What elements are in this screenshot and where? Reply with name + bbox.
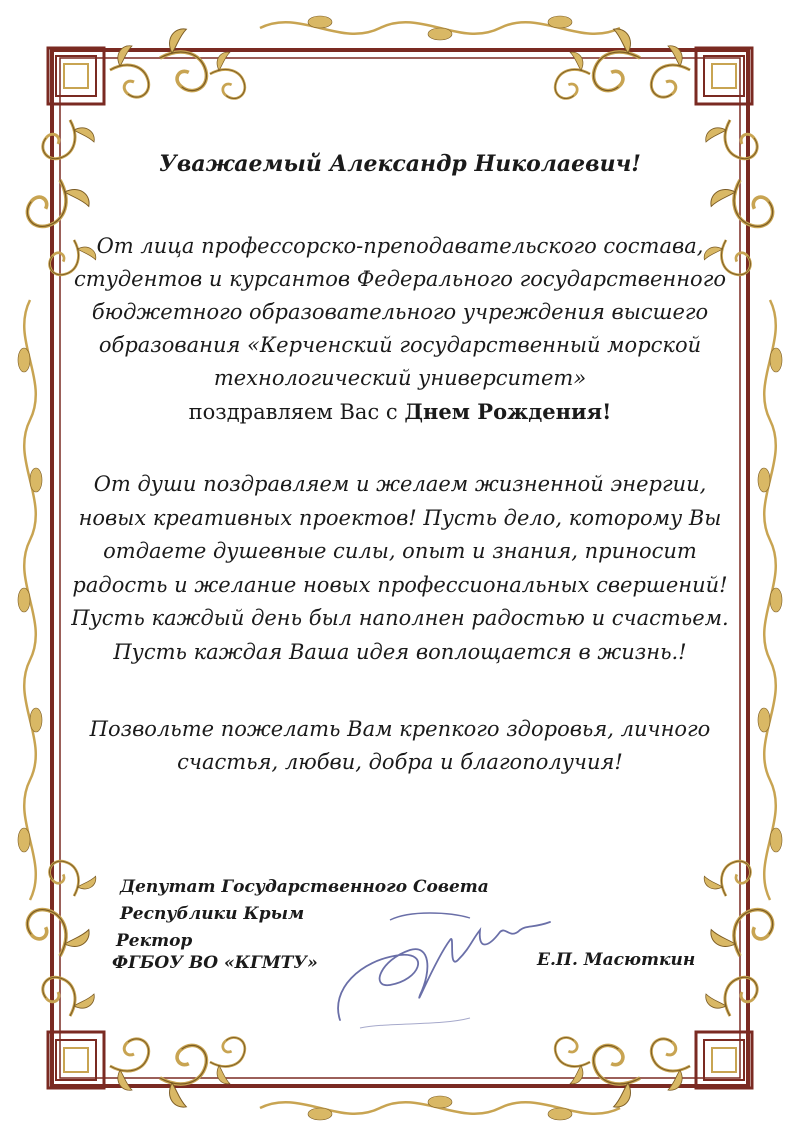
salutation: Уважаемый Александр Николаевич! bbox=[159, 151, 641, 177]
paragraph-line: отдаете душевные силы, опыт и знания, приносит bbox=[103, 539, 697, 563]
congrats-prefix: поздравляем Вас с bbox=[188, 400, 405, 424]
paragraph-line: От лица профессорско-преподавательского состава, bbox=[96, 234, 704, 258]
signer-name: Е.П. Масюткин bbox=[537, 950, 696, 970]
signer-title-line: Республики Крым bbox=[120, 904, 305, 924]
paragraph-line: счастья, любви, добра и благополучия! bbox=[177, 750, 623, 774]
congrats-line bbox=[60, 395, 740, 429]
paragraph-line: студентов и курсантов Федерального государственного bbox=[74, 267, 726, 291]
paragraph-line: Пусть каждая Ваша идея воплощается в жизнь.! bbox=[113, 639, 687, 664]
paragraph-line: технологический университет» bbox=[213, 366, 587, 390]
signer-title-line: Депутат Государственного Совета bbox=[120, 877, 489, 897]
paragraph-wishes bbox=[60, 468, 740, 669]
handwritten-signature bbox=[320, 900, 570, 1040]
signer-title-line: Ректор bbox=[116, 931, 193, 951]
paragraph-line: Пусть каждый день был наполнен радостью и счастьем. bbox=[71, 606, 729, 630]
paragraph-closing bbox=[60, 713, 740, 779]
paragraph-line: новых креативных проектов! Пусть дело, которому Вы bbox=[78, 505, 722, 530]
congrats-bold: Днем Рождения! bbox=[404, 399, 612, 424]
paragraph-line: бюджетного образовательного учреждения высшего bbox=[91, 300, 709, 324]
paragraph-line: От души поздравляем и желаем жизненной энергии, bbox=[93, 472, 707, 496]
paragraph-line: Позвольте пожелать Вам крепкого здоровья, личного bbox=[89, 717, 711, 741]
paragraph-line: радость и желание новых профессиональных свершений! bbox=[72, 572, 728, 597]
paragraph-intro bbox=[60, 230, 740, 429]
signer-title-line: ФГБОУ ВО «КГМТУ» bbox=[112, 953, 318, 973]
paragraph-line: образования «Керченский государственный морской bbox=[98, 333, 702, 357]
